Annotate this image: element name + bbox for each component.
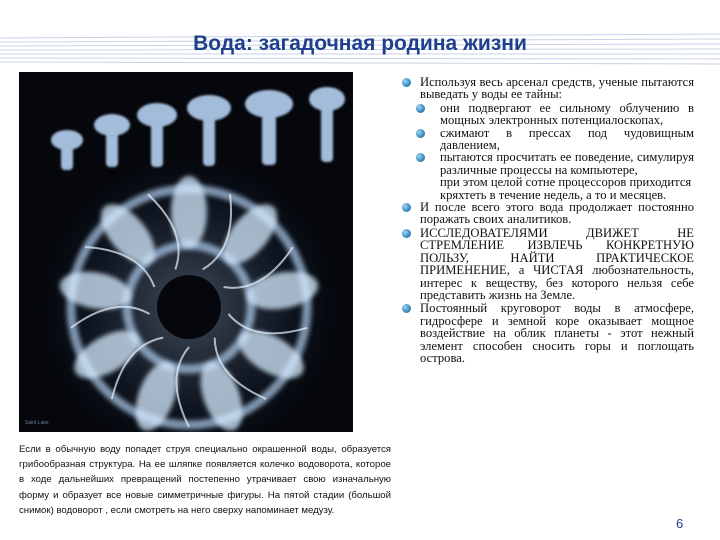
bullet-icon <box>416 153 425 162</box>
continuation-text: при этом целой сотне процессоров приходится кряхтеть в течение недель, а то и месяцев. <box>440 175 692 202</box>
sub-bullet-text: сжимают в прессах под чудовищным давлением, <box>440 125 694 153</box>
bullet-icon <box>402 304 411 313</box>
water-vortex-photo <box>19 72 353 432</box>
sub-bullet-item <box>402 151 694 176</box>
bullet-text: ИССЛЕДОВАТЕЛЯМИ ДВИЖЕТ НЕ СТРЕМЛЕНИЕ ИЗВЛЕЧЬ КОНКРЕТНУЮ ПОЛЬЗУ, НАЙТИ ПРАКТИЧЕСКОЕ ПРИМЕНЕНИЕ, а ЧИСТАЯ любознательность, интерес к веществу, без которого нельзя себе представить жизнь на Земле. <box>420 225 694 302</box>
bullet-icon <box>416 129 425 138</box>
sub-bullet-text: они подвергают ее сильному облучению в мощных электронных потенциалоскопах, <box>440 100 694 128</box>
photo-credit: Saint Lake <box>25 420 49 426</box>
bullet-text: И после всего этого вода продолжает постоянно поражать своих аналитиков. <box>420 200 694 227</box>
bullet-text: Используя весь арсенал средств, ученые пытаются выведать у воды ее тайны: <box>420 75 694 102</box>
bullet-item <box>402 227 694 301</box>
sub-bullet-item <box>402 102 694 127</box>
sub-bullet-list <box>402 102 694 201</box>
bullet-icon <box>402 78 411 87</box>
slide-title: Вода: загадочная родина жизни <box>193 32 527 55</box>
page-number: 6 <box>676 516 684 531</box>
bullet-item <box>402 302 694 364</box>
bullet-list <box>402 76 694 365</box>
bullet-icon <box>416 104 425 113</box>
bullet-icon <box>402 203 411 212</box>
bullet-text: Постоянный круговорот воды в атмосфере, гидросфере и земной коре оказывает мощное воздействие на облик планеты - этот нежный элемент способен сносить горы и поглощать острова. <box>420 301 694 365</box>
photo-caption: Если в обычную воду попадет струя специально окрашенной воды, образуется грибообразная структура. На ее шляпке появляется колечко водоворота, которое в ходе дальнейших превращений постепенно утрачивает свою изначальную форму и образует все новые симметричные фигуры. На пятой стадии (большой снимок) водоворот , если смотреть на него сверху напоминает медузу. <box>19 444 391 516</box>
bullet-item <box>402 201 694 226</box>
bullet-icon <box>402 229 411 238</box>
bullet-item <box>402 76 694 101</box>
sub-bullet-item <box>402 127 694 152</box>
sub-bullet-text: пытаются просчитать ее поведение, симулируя различные процессы на компьютере, <box>440 150 694 177</box>
